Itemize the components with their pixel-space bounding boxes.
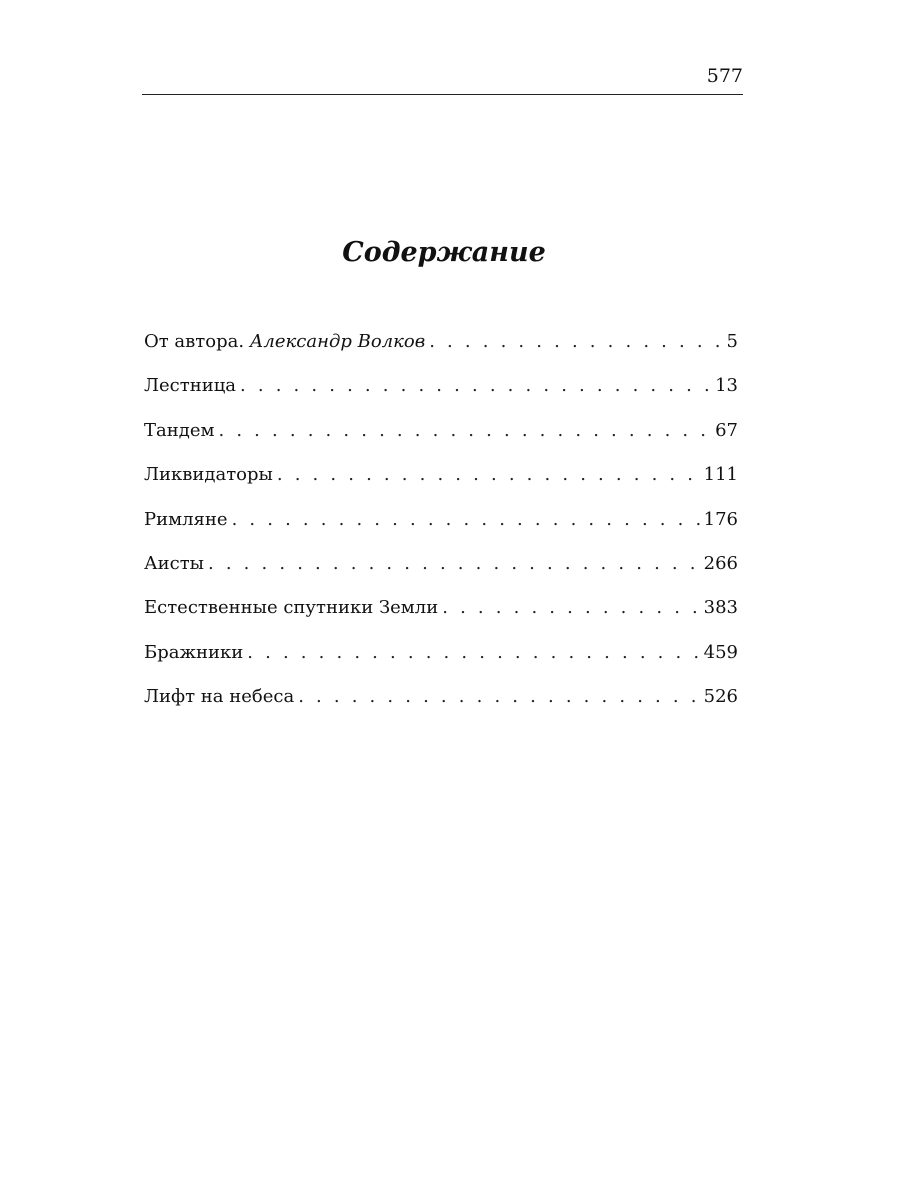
toc-title: Содержание [342, 237, 546, 268]
toc-entry-author: Александр Волков [249, 331, 426, 352]
toc-entry-title: Римляне [144, 508, 228, 530]
dot-leader [208, 551, 700, 577]
toc-entry-page: 5 [726, 331, 738, 352]
toc-entry-title: Аисты [144, 552, 204, 574]
toc-entry-page: 67 [715, 419, 738, 441]
toc-entry-title: Лифт на небеса [144, 686, 295, 708]
toc-entry-title: Бражники [144, 641, 244, 663]
toc-entry-page: 111 [703, 464, 738, 486]
toc-entry-page: 526 [703, 686, 738, 708]
toc-entry-brazhniki[interactable] [144, 640, 738, 684]
toc-entry-page: 13 [715, 375, 738, 397]
toc-entry-lift[interactable] [144, 684, 738, 728]
toc-entry-page: 383 [703, 597, 738, 619]
toc-entry-title: Тандем [144, 419, 215, 441]
dot-leader [298, 684, 699, 710]
toc-entry-title: Ликвидаторы [144, 464, 273, 486]
dot-leader [232, 507, 700, 533]
toc-entry-rimlyane[interactable] [144, 507, 738, 551]
page-number: 577 [706, 65, 743, 87]
dot-leader [247, 640, 699, 666]
toc-entry-lestnitsa[interactable] [144, 373, 738, 417]
dot-leader [277, 462, 700, 488]
toc-entry-page: 266 [703, 552, 738, 574]
dot-leader [240, 373, 711, 399]
toc-entry-title: Естественные спутники Земли [144, 597, 439, 619]
table-of-contents [144, 329, 738, 729]
dot-leader [429, 329, 722, 355]
header-rule [142, 94, 743, 95]
dot-leader [218, 418, 711, 444]
toc-entry-aisty[interactable] [144, 551, 738, 595]
toc-entry-page: 176 [703, 508, 738, 530]
dot-leader [442, 595, 699, 621]
toc-entry-title: От автора. Александр Волков [144, 331, 426, 352]
toc-entry-title: Лестница [144, 375, 237, 397]
toc-entry-sputniki[interactable] [144, 595, 738, 639]
toc-entry-page: 459 [703, 641, 738, 663]
toc-entry-foreword[interactable] [144, 329, 738, 373]
toc-entry-tandem[interactable] [144, 418, 738, 462]
toc-entry-likvidatory[interactable] [144, 462, 738, 506]
